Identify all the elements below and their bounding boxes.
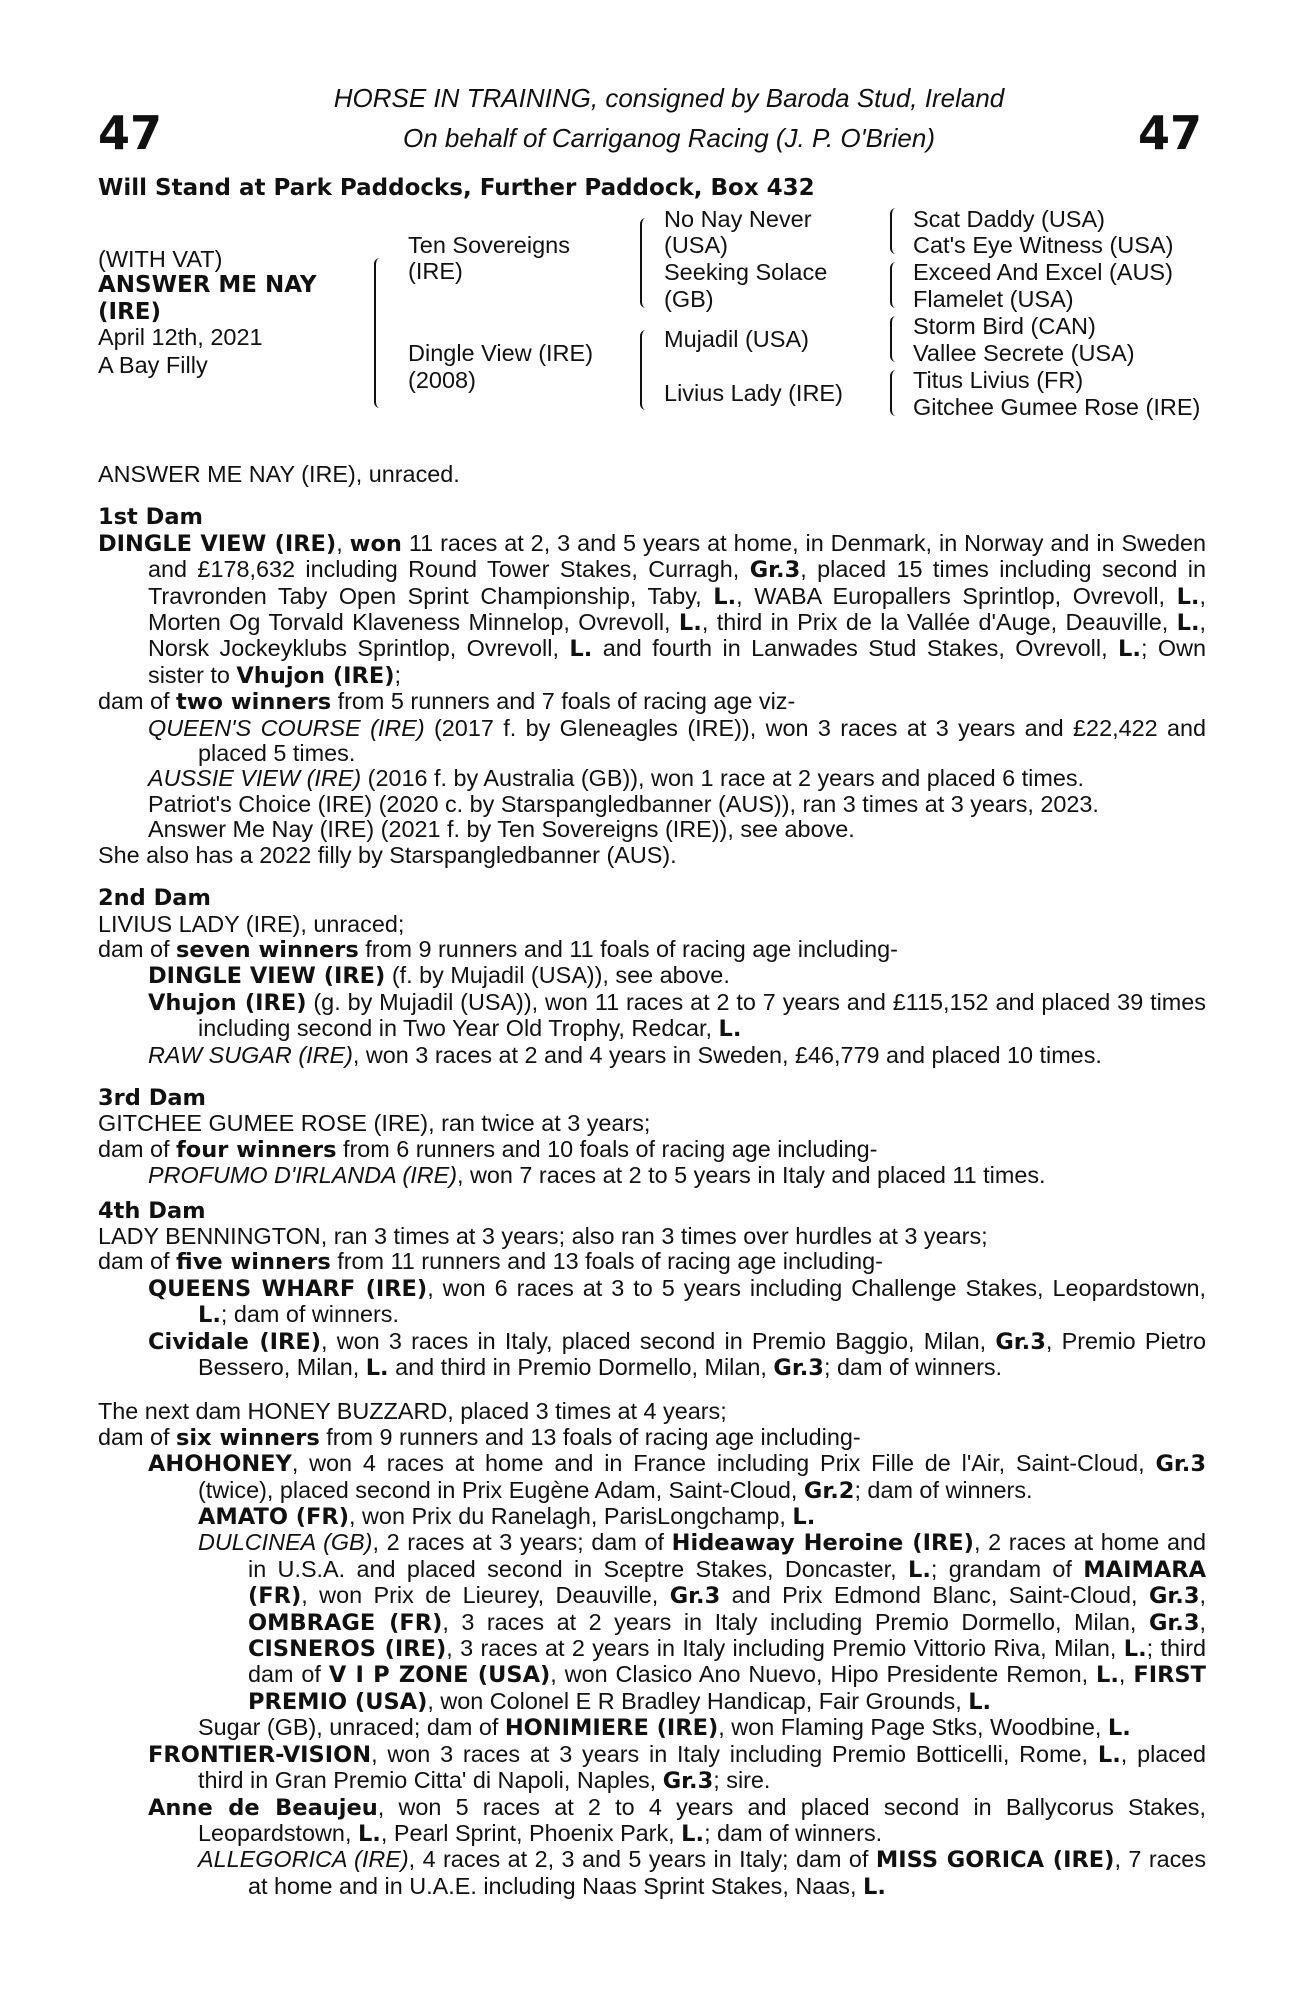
produce-entry: PROFUMO D'IRLANDA (IRE), won 7 races at 2 to 5 years in Italy and placed 11 times. (148, 1162, 1046, 1189)
pedigree-brace (890, 208, 900, 254)
pedigree-brace (374, 258, 384, 408)
dsd: Vallee Secrete (USA) (913, 340, 1135, 366)
vat-label: (WITH VAT) (98, 246, 223, 272)
produce-entry: FRONTIER-VISION, won 3 races at 3 years in Italy including Premio Botticelli, Rome, L., placed third in Gran Premio Citta' di Napoli, Naples, Gr.3; sire. (148, 1740, 1206, 1795)
sire-sire-line1: No Nay Never (664, 206, 812, 232)
dam-line2: (2008) (408, 367, 476, 393)
pedigree-brace (890, 316, 900, 362)
sdd: Flamelet (USA) (913, 286, 1074, 312)
produce-entry: ALLEGORICA (IRE), 4 races at 2, 3 and 5 years in Italy; dam of MISS GORICA (IRE), 7 races at home and in U.A.E. including Naas Sprint Stakes, Naas, L. (198, 1846, 1207, 1900)
third-dam-record: GITCHEE GUMEE ROSE (IRE), ran twice at 3 years; (98, 1110, 651, 1137)
horse-name-suffix: (IRE) (98, 299, 162, 325)
consignment-line: HORSE IN TRAINING, consigned by Baroda Stud, Ireland (333, 83, 1005, 113)
dss: Storm Bird (CAN) (913, 313, 1096, 339)
dam-line1: Dingle View (IRE) (408, 340, 594, 366)
next-dam-produce-summary: dam of six winners from 9 runners and 13 foals of racing age including- (98, 1423, 861, 1451)
dam-sire: Mujadil (USA) (664, 326, 809, 352)
sire-line1: Ten Sovereigns (408, 232, 570, 258)
pedigree-brace (640, 218, 650, 308)
first-dam-record: DINGLE VIEW (IRE), won 11 races at 2, 3 and 5 years at home, in Denmark, in Norway and in Sweden and £178,632 including Round Tower Stakes, Curragh, Gr.3, placed 15 times including second in Travronden Taby Open Sprint Championship, Taby, L., WABA Europallers Sprintlop, Ovrevoll, L., Morten Og Torvald Klaveness Minnelop, Ovrevoll, L., third in Prix de la Vallée d'Auge, Deauville, L., Norsk Jockeyklubs Sprintlop, Ovrevoll, L. and fourth in Lanwades Stud Stakes, Ovrevoll, L.; Own sister to Vhujon (IRE); (98, 529, 1207, 689)
fourth-dam-record: LADY BENNINGTON, ran 3 times at 3 years; also ran 3 times over hurdles at 3 years; (98, 1222, 988, 1249)
ssd: Cat's Eye Witness (USA) (913, 232, 1174, 258)
produce-entry: QUEENS WHARF (IRE), won 6 races at 3 to 5 years including Challenge Stakes, Leopardstown, L.; dam of winners. (148, 1274, 1206, 1329)
produce-entry: AUSSIE VIEW (IRE) (2016 f. by Australia (GB)), won 1 race at 2 years and placed 6 times. (148, 765, 1085, 792)
sire-dam-line1: Seeking Solace (664, 259, 828, 285)
sire-line2: (IRE) (408, 258, 463, 284)
sire-sire-line2: (USA) (664, 232, 728, 258)
horse-description: A Bay Filly (98, 352, 208, 378)
foaling-date: April 12th, 2021 (98, 324, 263, 350)
produce-entry: QUEEN'S COURSE (IRE) (2017 f. by Gleneagles (IRE)), won 3 races at 3 years and £22,422 and placed 5 times. (148, 714, 1206, 767)
second-dam-produce-summary: dam of seven winners from 9 runners and 11 foals of racing age including- (98, 935, 898, 963)
produce-entry: Sugar (GB), unraced; dam of HONIMIERE (IRE), won Flaming Page Stks, Woodbine, L. (198, 1714, 1131, 1742)
produce-entry: Cividale (IRE), won 3 races in Italy, placed second in Premio Baggio, Milan, Gr.3, Premio Pietro Bessero, Milan, L. and third in Premio Dormello, Milan, Gr.3; dam of winners. (148, 1327, 1206, 1381)
third-dam-heading: 3rd Dam (98, 1084, 206, 1111)
third-dam-produce-summary: dam of four winners from 6 runners and 10 foals of racing age including- (98, 1135, 878, 1163)
sds: Exceed And Excel (AUS) (913, 259, 1173, 285)
fourth-dam-heading: 4th Dam (98, 1197, 206, 1224)
produce-entry: Vhujon (IRE) (g. by Mujadil (USA)), won 11 races at 2 to 7 years and £115,152 and placed 39 times including second in Two Year Old Trophy, Redcar, L. (148, 988, 1206, 1043)
pedigree-brace (890, 370, 900, 416)
produce-entry: DULCINEA (GB), 2 races at 3 years; dam of Hideaway Heroine (IRE), 2 races at home and in U.S.A. and placed second in Sceptre Stakes, Doncaster, L.; grandam of MAIMARA (FR), won Prix de Lieurey, Deauville, Gr.3 and Prix Edmond Blanc, Saint-Cloud, Gr.3, OMBRAGE (FR), 3 races at 2 years in Italy including Premio Dormello, Milan, Gr.3, CISNEROS (IRE), 3 races at 2 years in Italy including Premio Vittorio Riva, Milan, L.; third dam of V I P ZONE (USA), won Clasico Ano Nuevo, Hipo Presidente Remon, L., FIRST PREMIO (USA), won Colonel E R Bradley Handicap, Fair Grounds, L. (198, 1529, 1206, 1715)
pedigree-brace (890, 262, 900, 308)
produce-entry: AMATO (FR), won Prix du Ranelagh, ParisLongchamp, L. (198, 1503, 816, 1531)
produce-entry: DINGLE VIEW (IRE) (f. by Mujadil (USA)), see above. (148, 962, 730, 990)
produce-entry: Anne de Beaujeu, won 5 races at 2 to 4 years and placed second in Ballycorus Stakes, Leopardstown, L., Pearl Sprint, Phoenix Park, L.; dam of winners. (148, 1793, 1206, 1847)
first-dam-heading: 1st Dam (98, 504, 203, 531)
stand-location: Will Stand at Park Paddocks, Further Paddock, Box 432 (98, 175, 815, 201)
sire-dam-line2: (GB) (664, 286, 714, 312)
produce-entry: Answer Me Nay (IRE) (2021 f. by Ten Sovereigns (IRE)), see above. (148, 816, 855, 843)
produce-entry: Patriot's Choice (IRE) (2020 c. by Starspangledbanner (AUS)), ran 3 times at 3 years, 2023. (148, 790, 1099, 817)
ddd: Gitchee Gumee Rose (IRE) (913, 394, 1201, 420)
lot-number-right: 47 (1137, 106, 1202, 160)
first-dam-produce-summary: dam of two winners from 5 runners and 7 foals of racing age viz- (98, 688, 796, 716)
sss: Scat Daddy (USA) (913, 206, 1105, 232)
next-dam-record: The next dam HONEY BUZZARD, placed 3 times at 4 years; (98, 1398, 727, 1425)
dam-dam: Livius Lady (IRE) (664, 380, 843, 406)
fourth-dam-produce-summary: dam of five winners from 11 runners and 13 foals of racing age including- (98, 1248, 883, 1276)
produce-entry: RAW SUGAR (IRE), won 3 races at 2 and 4 years in Sweden, £46,779 and placed 10 times. (148, 1041, 1102, 1068)
race-record: ANSWER ME NAY (IRE), unraced. (98, 461, 460, 487)
dds: Titus Livius (FR) (913, 367, 1084, 393)
produce-entry: AHOHONEY, won 4 races at home and in France including Prix Fille de l'Air, Saint-Cloud, Gr.3 (twice), placed second in Prix Eugène Adam, Saint-Cloud, Gr.2; dam of winners. (148, 1450, 1206, 1504)
produce-note: She also has a 2022 filly by Starspangledbanner (AUS). (98, 841, 677, 868)
second-dam-heading: 2nd Dam (98, 885, 211, 912)
pedigree-table (0, 200, 1314, 420)
dam-name: DINGLE VIEW (IRE) (98, 530, 337, 557)
lot-number-left: 47 (98, 106, 163, 160)
catalogue-body (98, 462, 1206, 1900)
second-dam-record: LIVIUS LADY (IRE), unraced; (98, 910, 405, 937)
horse-name: ANSWER ME NAY (98, 272, 317, 298)
on-behalf-line: On behalf of Carriganog Racing (J. P. O'Brien) (403, 123, 935, 153)
pedigree-brace (640, 330, 650, 410)
